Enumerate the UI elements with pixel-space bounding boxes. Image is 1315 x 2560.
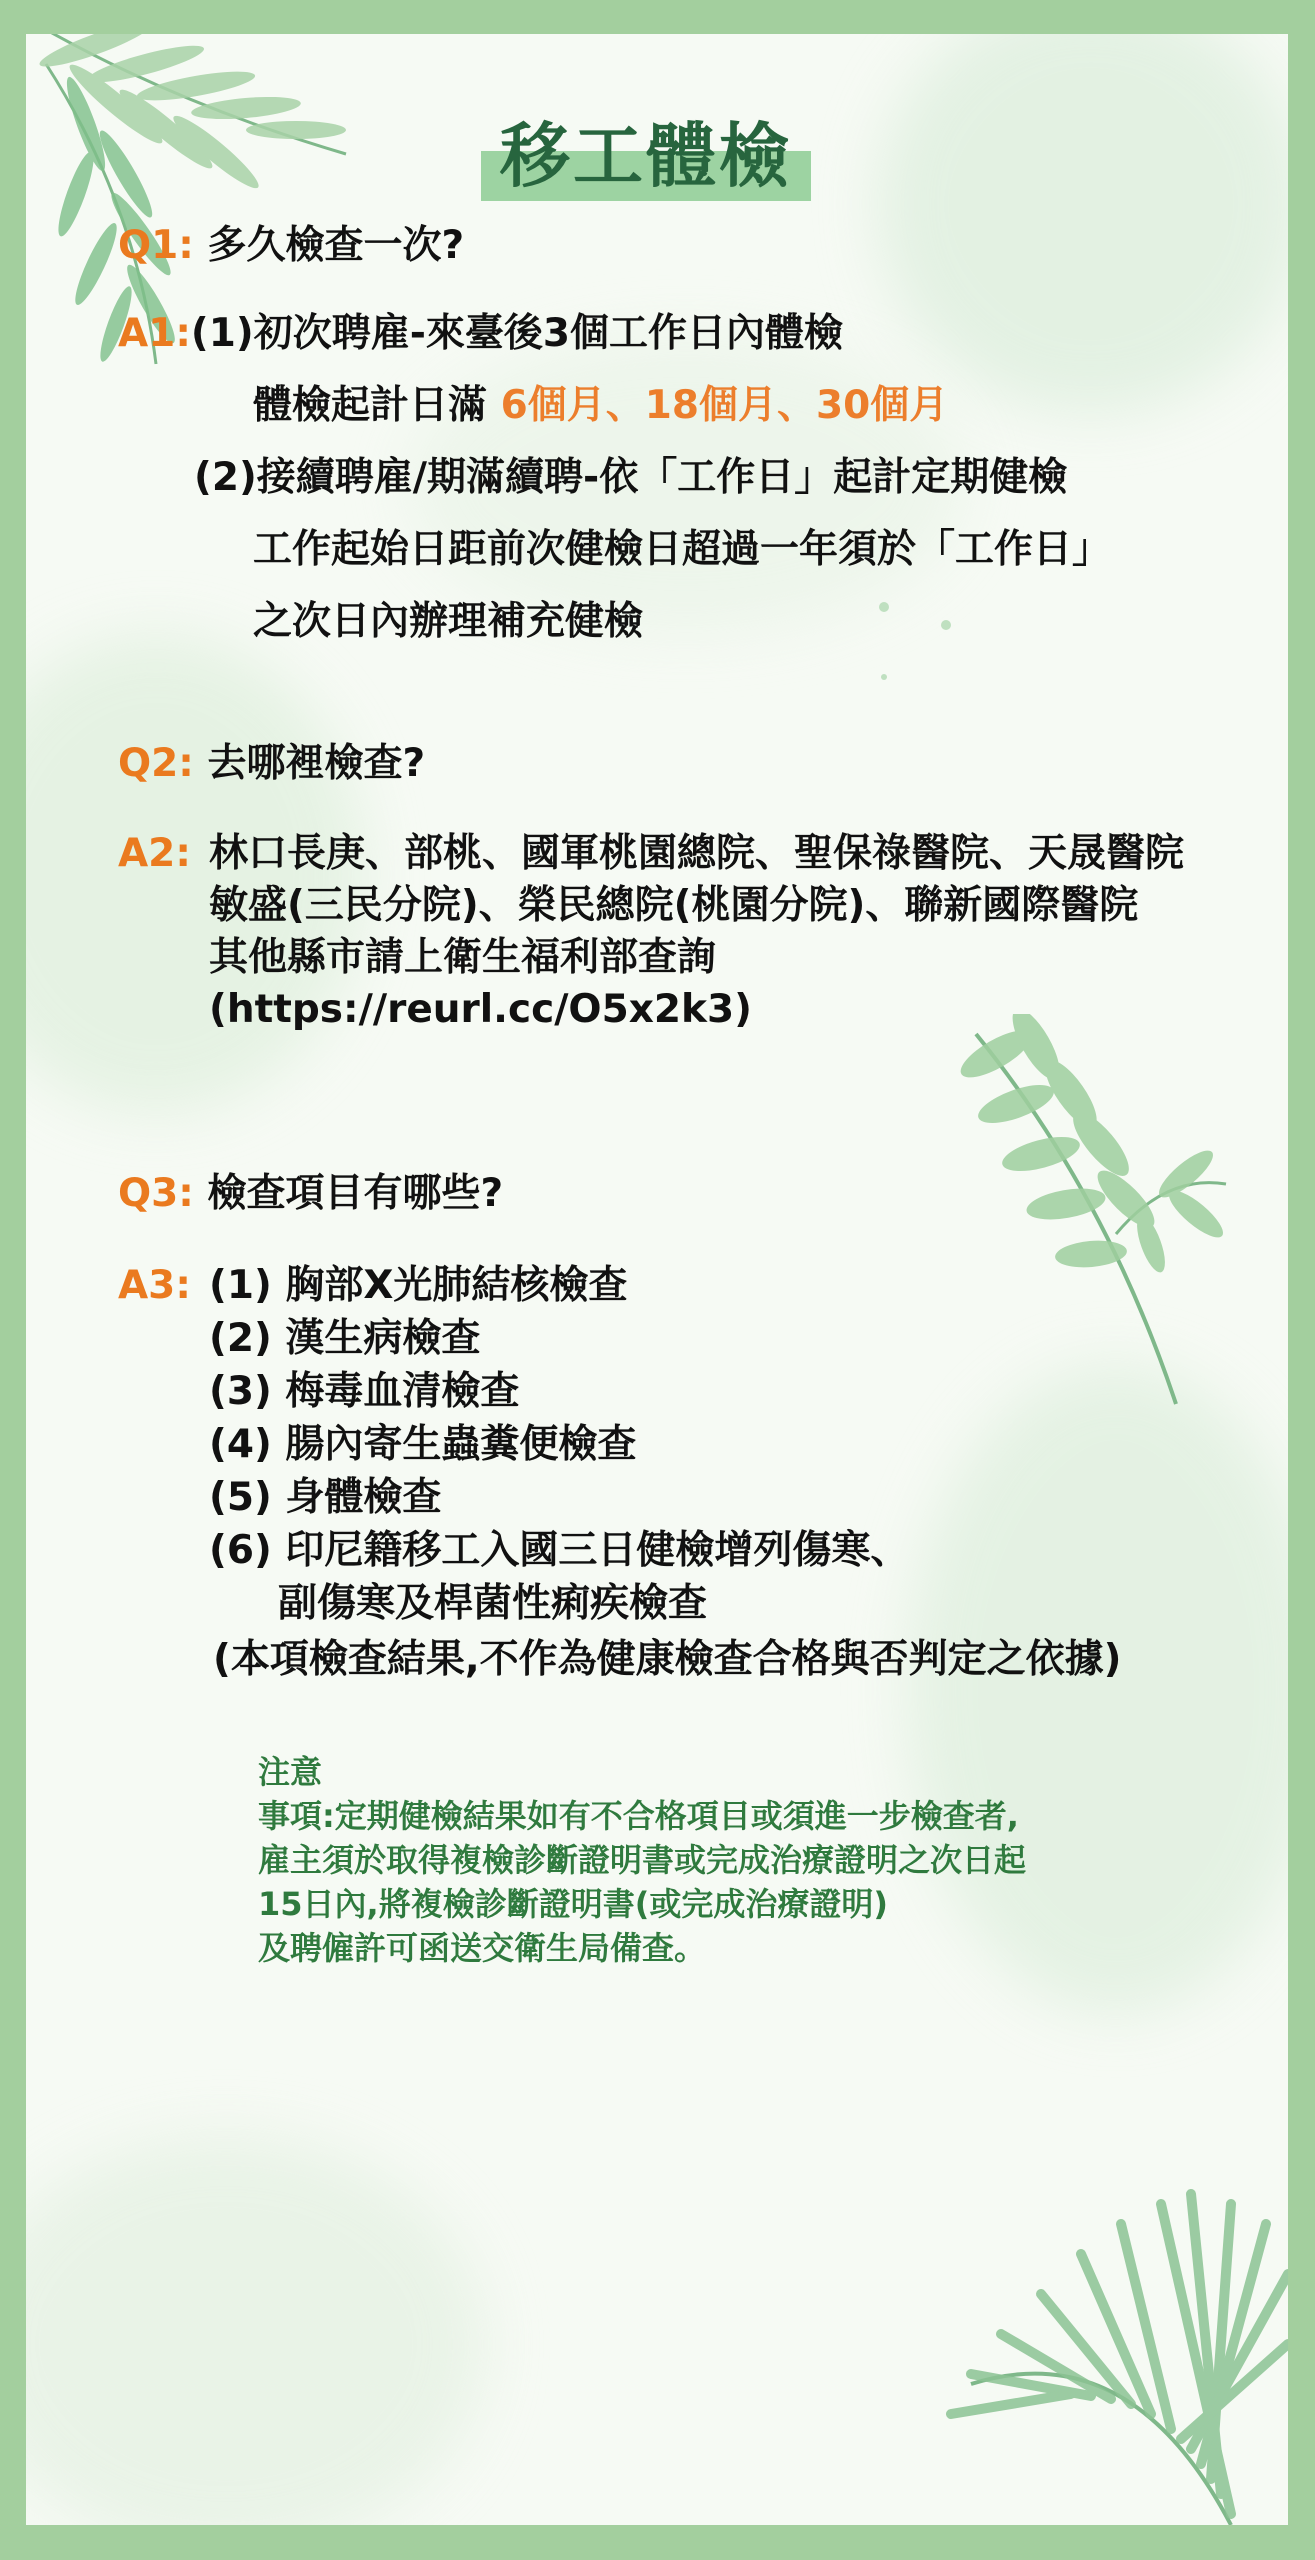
answer-3-item-6: (6) 印尼籍移工入國三日健檢增列傷寒、 [209, 1528, 910, 1573]
poster [26, 34, 1288, 2525]
answer-1-line-2 [253, 380, 948, 432]
note-line-1: 事項:定期健檢結果如有不合格項目或須進一步檢查者, [258, 1797, 1019, 1835]
answer-1-line-5: 之次日內辦理補充健檢 [253, 599, 644, 644]
note-line-3: 15日內,將複檢診斷證明書(或完成治療證明) [258, 1885, 888, 1923]
answer-3-item-1: (1) 胸部X光肺結核檢查 [209, 1263, 628, 1308]
question-label: Q3: [118, 1171, 194, 1216]
watercolor-wash [876, 34, 1288, 414]
palm-leaf-icon [931, 2184, 1288, 2525]
question-text: 檢查項目有哪些? [207, 1171, 504, 1216]
answer-1-line-1 [118, 308, 843, 360]
watercolor-wash [26, 2134, 486, 2525]
answer-3-label [118, 1260, 191, 1312]
answer-2-line-3: 其他縣市請上衛生福利部查詢 [209, 935, 717, 980]
page-title: 移工體檢 [500, 115, 792, 197]
answer-3-disclaimer: (本項檢查結果,不作為健康檢查合格與否判定之依據) [213, 1637, 1122, 1682]
answer-text: 體檢起計日滿 [253, 383, 501, 428]
question-text: 去哪裡檢查? [207, 741, 426, 786]
answer-2-line-1: 林口長庚、部桃、國軍桃園總院、聖保祿醫院、天晟醫院 [209, 831, 1185, 876]
answer-label: A2: [118, 831, 191, 876]
question-1 [118, 220, 464, 272]
answer-2-line-4: (https://reurl.cc/O5x2k3) [209, 987, 752, 1032]
decor-dot [879, 602, 889, 612]
acacia-branch-icon [946, 1014, 1246, 1414]
watercolor-wash [906, 1364, 1288, 2014]
answer-1-line-4: 工作起始日距前次健檢日超過一年須於「工作日」 [253, 527, 1112, 572]
answer-label: A1: [118, 311, 191, 356]
answer-3-item-4: (4) 腸內寄生蟲糞便檢查 [209, 1422, 637, 1467]
title-box [481, 113, 811, 201]
note-line-2: 雇主須於取得複檢診斷證明書或完成治療證明之次日起 [258, 1841, 1027, 1879]
answer-2-label [118, 828, 191, 880]
answer-2-line-2: 敏盛(三民分院)、榮民總院(桃園分院)、聯新國際醫院 [209, 883, 1139, 928]
question-text: 多久檢查一次? [207, 223, 465, 268]
answer-3-item-6-cont: 副傷寒及桿菌性痢疾檢查 [278, 1581, 708, 1626]
answer-3-item-2: (2) 漢生病檢查 [209, 1316, 481, 1361]
note-heading: 注意 [258, 1753, 323, 1791]
question-label: Q2: [118, 741, 194, 786]
decor-dot [941, 620, 951, 630]
highlight-months: 6個月、18個月、30個月 [500, 383, 949, 428]
answer-1-line-3: (2)接續聘雇/期滿續聘-依「工作日」起計定期健檢 [194, 455, 1068, 500]
note-line-4: 及聘僱許可函送交衛生局備查。 [258, 1929, 707, 1967]
answer-label: A3: [118, 1263, 191, 1308]
question-label: Q1: [118, 223, 194, 268]
answer-3-item-5: (5) 身體檢查 [209, 1475, 442, 1520]
answer-text: (1)初次聘雇-來臺後3個工作日內體檢 [190, 311, 844, 356]
question-3 [118, 1168, 503, 1220]
question-2 [118, 738, 425, 790]
answer-3-item-3: (3) 梅毒血清檢查 [209, 1369, 520, 1414]
decor-dot [881, 674, 887, 680]
